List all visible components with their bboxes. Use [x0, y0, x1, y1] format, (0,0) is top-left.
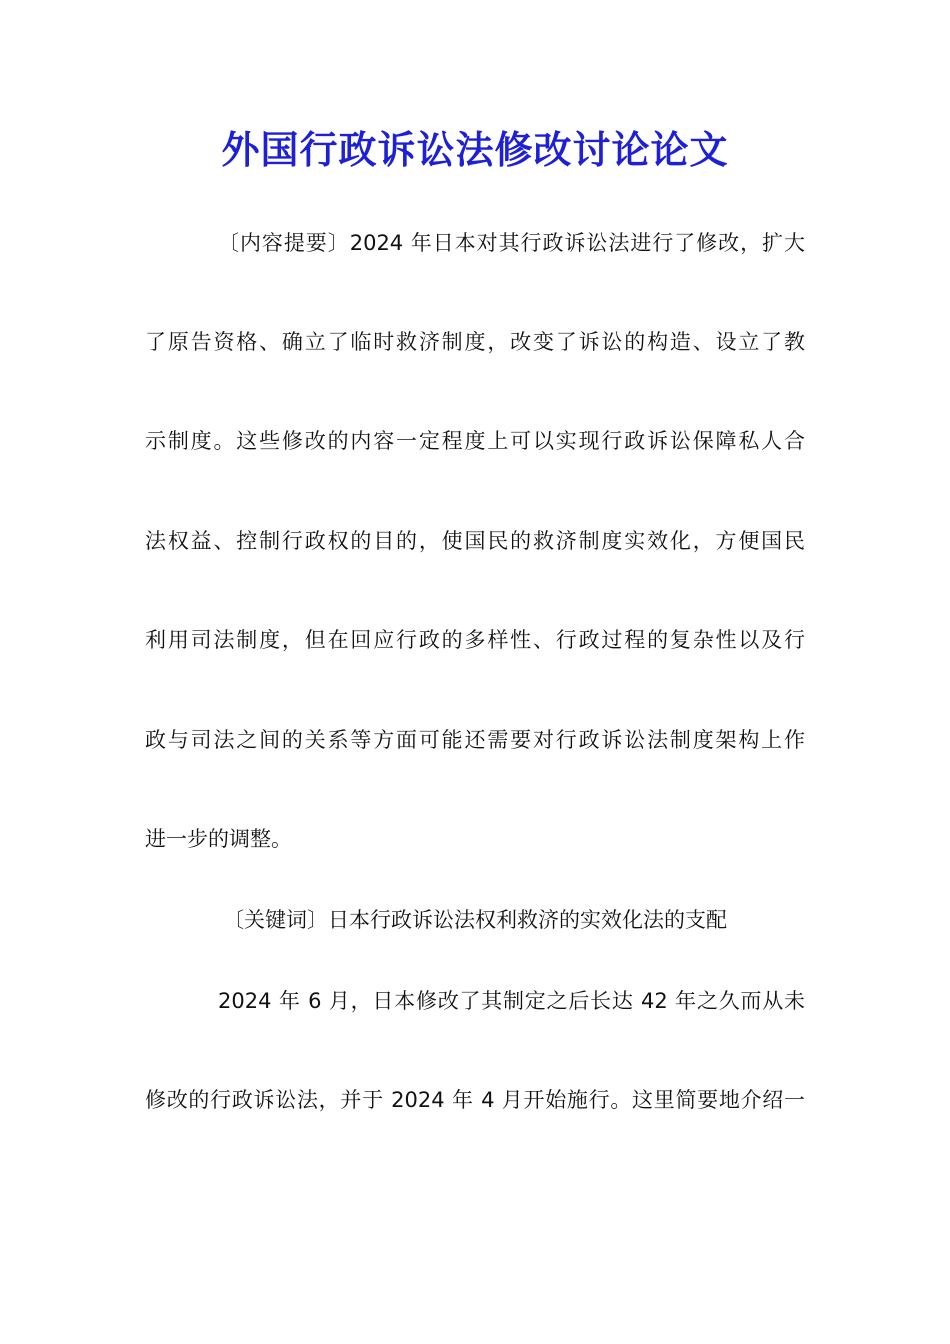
body-line: 修改的行政诉讼法，并于 2024 年 4 月开始施行。这里简要地介绍一 [145, 1088, 805, 1112]
keywords: 〔关键词〕日本行政诉讼法权利救济的实效化法的支配 [223, 908, 727, 932]
abstract-line: 政与司法之间的关系等方面可能还需要对行政诉讼法制度架构上作 [145, 728, 805, 752]
abstract-line: 利用司法制度，但在回应行政的多样性、行政过程的复杂性以及行 [145, 628, 805, 652]
document-title: 外国行政诉讼法修改讨论论文 [221, 127, 729, 172]
abstract-line: 〔内容提要〕2024 年日本对其行政诉讼法进行了修改，扩大 [218, 231, 805, 255]
abstract-line: 法权益、控制行政权的目的，使国民的救济制度实效化，方便国民 [145, 529, 805, 553]
body-line: 2024 年 6 月，日本修改了其制定之后长达 42 年之久而从未 [218, 989, 805, 1013]
abstract-line: 了原告资格、确立了临时救济制度，改变了诉讼的构造、设立了教 [145, 330, 805, 354]
abstract-line: 进一步的调整。 [145, 827, 292, 851]
abstract-line: 示制度。这些修改的内容一定程度上可以实现行政诉讼保障私人合 [145, 429, 805, 453]
